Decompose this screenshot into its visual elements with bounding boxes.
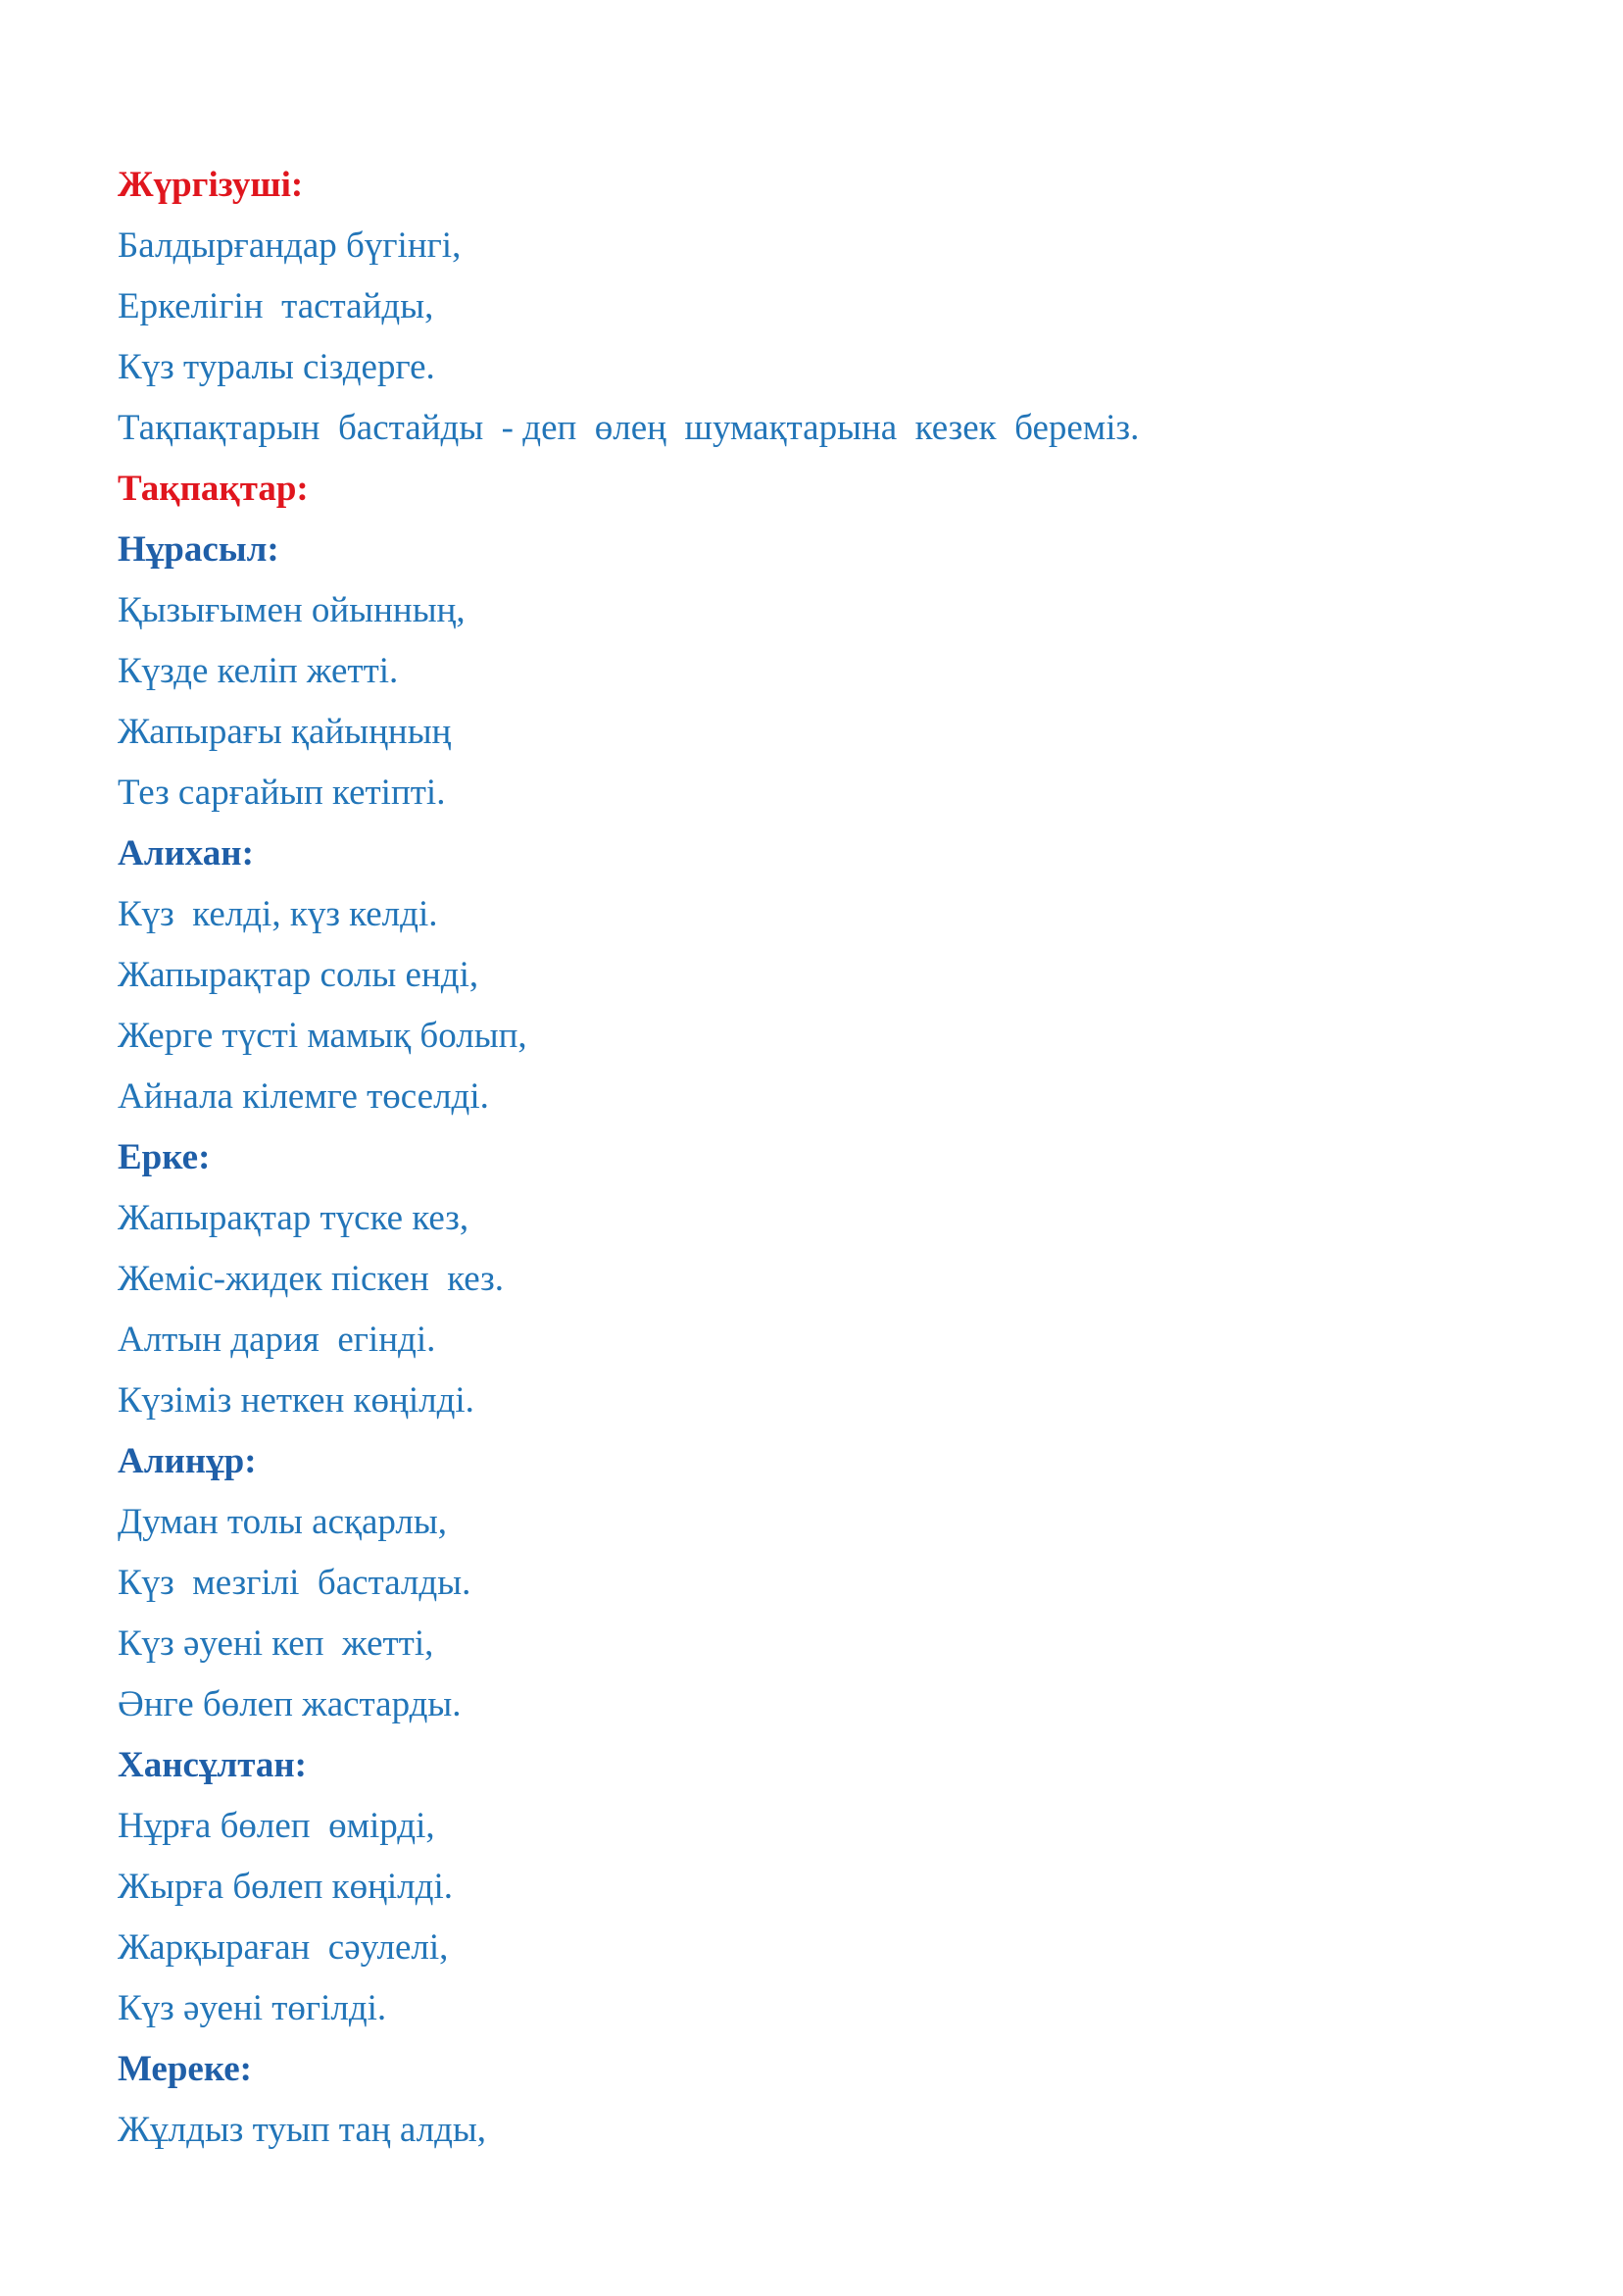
speaker-name: Нұрасыл: (118, 529, 279, 570)
intro-line: Күз туралы сіздерге. (118, 347, 435, 387)
intro-line: Тақпақтарын бастайды - деп өлең шумақтарына кезек береміз. (118, 408, 1140, 448)
verse-line: Жапырақтар түске кез, (118, 1198, 469, 1238)
document-body (118, 155, 1509, 2161)
verse-line: Күз мезгілі басталды. (118, 1563, 471, 1603)
verse-line: Тез сарғайып кетіпті. (118, 773, 446, 813)
intro-line: Балдырғандар бүгінгі, (118, 225, 462, 266)
verse-line: Күз әуені төгілді. (118, 1988, 387, 2028)
verse-line: Әнге бөлеп жастарды. (118, 1684, 462, 1724)
section-heading: Тақпақтар: (118, 469, 309, 509)
verse-line: Жапырағы қайыңның (118, 712, 452, 752)
verse-line: Жапырақтар солы енді, (118, 955, 479, 995)
verse-line: Нұрға бөлеп өмірді, (118, 1806, 435, 1846)
speaker-name: Алихан: (118, 833, 254, 873)
verse-line: Алтын дария егінді. (118, 1320, 436, 1360)
verse-line: Жырға бөлеп көңілді. (118, 1867, 453, 1907)
speaker-name: Мереке: (118, 2049, 252, 2089)
verse-line: Жерге түсті мамық болып, (118, 1016, 527, 1056)
intro-line: Еркелігін тастайды, (118, 286, 434, 326)
speaker-name: Хансұлтан: (118, 1745, 307, 1785)
verse-line: Күзде келіп жетті. (118, 651, 399, 691)
verse-line: Жарқыраған сәулелі, (118, 1927, 449, 1968)
verse-line: Күз келді, күз келді. (118, 894, 438, 934)
verse-line: Думан толы асқарлы, (118, 1502, 447, 1542)
intro-heading: Жүргізуші: (118, 165, 304, 205)
verse-line: Жеміс-жидек піскен кез. (118, 1259, 505, 1299)
verse-line: Айнала кілемге төселді. (118, 1076, 489, 1117)
verse-line: Күз әуені кеп жетті, (118, 1623, 434, 1664)
verse-line: Жұлдыз туып таң алды, (118, 2110, 486, 2150)
speaker-name: Ерке: (118, 1137, 211, 1177)
speaker-name: Алинұр: (118, 1441, 257, 1481)
verse-line: Қызығымен ойынның, (118, 590, 466, 630)
verse-line: Күзіміз неткен көңілді. (118, 1380, 474, 1421)
